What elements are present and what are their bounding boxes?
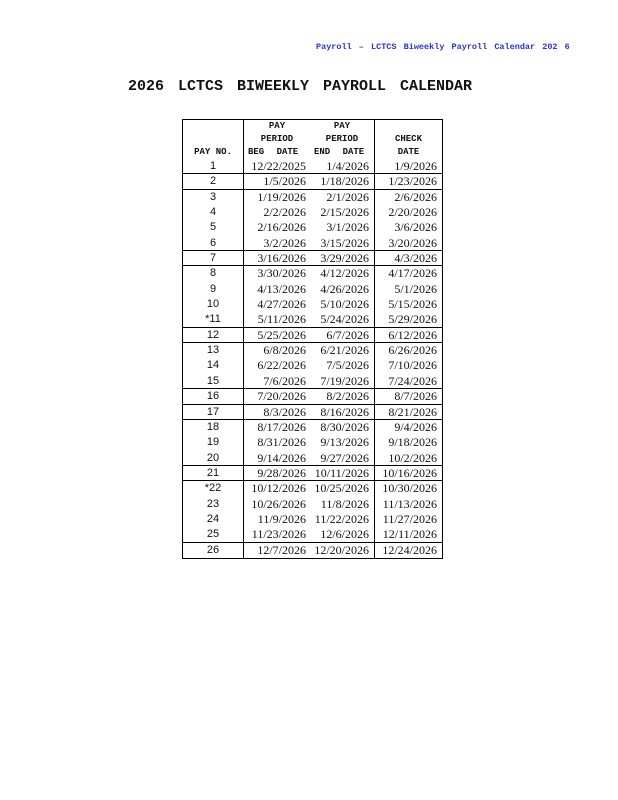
pay-no-cell: 24 [183,512,244,527]
beg-date-cell: 4/27/2026 [257,297,306,312]
end-date-cell: 2/15/2026 [310,205,375,220]
end-date-cell: 9/27/2026 [310,451,375,465]
end-date-cell: 7/19/2026 [310,374,375,388]
check-date-cell: 2/20/2026 [388,205,437,220]
header-end-line1: PAY [333,121,351,131]
end-date-cell: 10/11/2026 [310,466,375,480]
check-date-cell: 10/2/2026 [388,450,437,465]
table-row [183,466,442,481]
table-row [183,159,442,174]
beg-date-cell: 11/23/2026 [251,527,306,542]
table-row [183,297,442,312]
table-row [183,543,442,558]
check-date-cell: 2/6/2026 [394,189,437,204]
check-date-cell: 1/9/2026 [394,159,437,173]
header-check-line2: DATE [397,147,420,157]
header-check-line1: CHECK [394,134,422,144]
beg-date-cell: 9/14/2026 [257,450,306,465]
header-pay-no-label: PAY NO. [194,147,232,157]
end-date-cell: 6/21/2026 [310,343,375,358]
end-date-cell: 1/4/2026 [310,159,375,173]
pay-no-cell: 13 [183,343,244,358]
header-pay-period-beg [244,120,310,160]
table-header [183,120,442,159]
check-date-cell: 6/12/2026 [388,327,437,342]
end-date-cell: 4/26/2026 [310,282,375,297]
beg-date-cell: 5/11/2026 [257,312,306,327]
end-date-cell: 2/1/2026 [310,190,375,205]
pay-no-cell: 14 [183,358,244,373]
table-row [183,220,442,235]
check-date-cell: 5/15/2026 [388,297,437,312]
table-row [183,282,442,297]
end-date-cell: 11/8/2026 [310,497,375,512]
check-date-cell: 4/3/2026 [394,251,437,266]
table-row [183,266,442,281]
check-date-cell: 6/26/2026 [388,343,437,358]
table-row [183,174,442,189]
check-date-cell: 10/30/2026 [382,481,437,496]
pay-no-cell: 18 [183,420,244,435]
table-row [183,358,442,373]
pay-no-cell: 20 [183,451,244,465]
check-date-cell: 7/10/2026 [388,358,437,373]
beg-date-cell: 3/30/2026 [257,266,306,281]
table-body [183,159,442,558]
table-row [183,328,442,343]
beg-date-cell: 3/2/2026 [263,235,306,250]
table-row [183,190,442,205]
check-date-cell: 12/24/2026 [382,542,437,557]
beg-date-cell: 2/16/2026 [257,220,306,235]
beg-date-cell: 4/13/2026 [257,281,306,296]
table-row [183,405,442,420]
end-date-cell: 3/1/2026 [310,220,375,235]
end-date-cell: 6/7/2026 [310,328,375,342]
pay-no-cell: *22 [183,481,244,496]
end-date-cell: 7/5/2026 [310,358,375,373]
header-beg-line1: PAY [268,121,286,131]
table-row [183,312,442,327]
end-date-cell: 12/20/2026 [310,543,375,558]
beg-date-cell: 7/6/2026 [263,373,306,388]
end-date-cell: 10/25/2026 [310,481,375,496]
table-row [183,497,442,512]
beg-date-cell: 8/31/2026 [257,435,306,450]
end-date-cell: 5/10/2026 [310,297,375,312]
beg-date-cell: 1/5/2026 [263,174,306,189]
beg-date-cell: 6/22/2026 [257,358,306,373]
payroll-calendar-table [182,119,443,559]
running-header: Payroll – LCTCS Biweekly Payroll Calendar 202 6 [316,42,570,52]
pay-no-cell: 12 [183,328,244,342]
beg-date-cell: 11/9/2026 [257,511,306,526]
check-date-cell: 5/29/2026 [388,312,437,327]
check-date-cell: 12/11/2026 [382,527,437,542]
header-beg-line2: PERIOD [260,134,294,144]
pay-no-cell: 25 [183,527,244,541]
header-end-line2: PERIOD [325,134,359,144]
beg-date-cell: 10/26/2026 [251,496,306,511]
check-date-cell: 8/21/2026 [388,404,437,419]
table-row [183,251,442,266]
beg-date-cell: 2/2/2026 [263,205,306,220]
pay-no-cell: 1 [183,159,244,173]
check-date-cell: 10/16/2026 [382,465,437,480]
end-date-cell: 3/15/2026 [310,236,375,250]
check-date-cell: 1/23/2026 [388,174,437,189]
header-end-line3: END DATE [314,147,365,157]
table-row [183,481,442,496]
pay-no-cell: 23 [183,497,244,512]
header-pay-period-end [310,120,375,160]
table-row [183,236,442,251]
table-row [183,527,442,542]
beg-date-cell: 8/3/2026 [263,404,306,419]
pay-no-cell: 6 [183,236,244,250]
end-date-cell: 8/30/2026 [310,420,375,435]
table-row [183,451,442,466]
check-date-cell: 3/20/2026 [388,235,437,250]
pay-no-cell: 7 [183,251,244,265]
table-row [183,389,442,404]
pay-no-cell: 8 [183,266,244,281]
table-row [183,512,442,527]
check-date-cell: 11/27/2026 [382,511,437,526]
pay-no-cell: 4 [183,205,244,220]
check-date-cell: 9/4/2026 [394,419,437,434]
table-row [183,420,442,435]
beg-date-cell: 9/28/2026 [257,465,306,480]
beg-date-cell: 5/25/2026 [257,327,306,342]
check-date-cell: 9/18/2026 [388,435,437,450]
beg-date-cell: 3/16/2026 [257,251,306,266]
header-check-date [375,120,442,160]
beg-date-cell: 1/19/2026 [257,189,306,204]
pay-no-cell: 10 [183,297,244,312]
header-beg-line3: BEG DATE [248,147,299,157]
header-pay-no [183,120,244,160]
check-date-cell: 11/13/2026 [382,496,437,511]
pay-no-cell: 5 [183,220,244,235]
end-date-cell: 4/12/2026 [310,266,375,281]
pay-no-cell: *11 [183,312,244,326]
check-date-cell: 4/17/2026 [388,266,437,281]
beg-date-cell: 10/12/2026 [251,481,306,496]
check-date-cell: 5/1/2026 [394,281,437,296]
beg-date-cell: 7/20/2026 [257,389,306,404]
check-date-cell: 7/24/2026 [388,373,437,388]
check-date-cell: 3/6/2026 [394,220,437,235]
pay-no-cell: 2 [183,174,244,188]
page-title: 2026 LCTCS BIWEEKLY PAYROLL CALENDAR [128,78,473,95]
pay-no-cell: 17 [183,405,244,419]
beg-date-cell: 6/8/2026 [263,343,306,358]
pay-no-cell: 15 [183,374,244,388]
end-date-cell: 8/16/2026 [310,405,375,419]
pay-no-cell: 26 [183,543,244,558]
pay-no-cell: 9 [183,282,244,297]
table-row [183,205,442,220]
end-date-cell: 3/29/2026 [310,251,375,265]
pay-no-cell: 16 [183,389,244,403]
pay-no-cell: 21 [183,466,244,480]
check-date-cell: 8/7/2026 [394,389,437,404]
end-date-cell: 5/24/2026 [310,312,375,326]
beg-date-cell: 12/22/2025 [251,159,306,173]
end-date-cell: 8/2/2026 [310,389,375,403]
end-date-cell: 1/18/2026 [310,174,375,188]
pay-no-cell: 19 [183,435,244,450]
table-row [183,435,442,450]
pay-no-cell: 3 [183,190,244,205]
end-date-cell: 9/13/2026 [310,435,375,450]
end-date-cell: 11/22/2026 [310,512,375,527]
end-date-cell: 12/6/2026 [310,527,375,541]
beg-date-cell: 8/17/2026 [257,419,306,434]
table-row [183,343,442,358]
table-row [183,374,442,389]
beg-date-cell: 12/7/2026 [257,542,306,557]
